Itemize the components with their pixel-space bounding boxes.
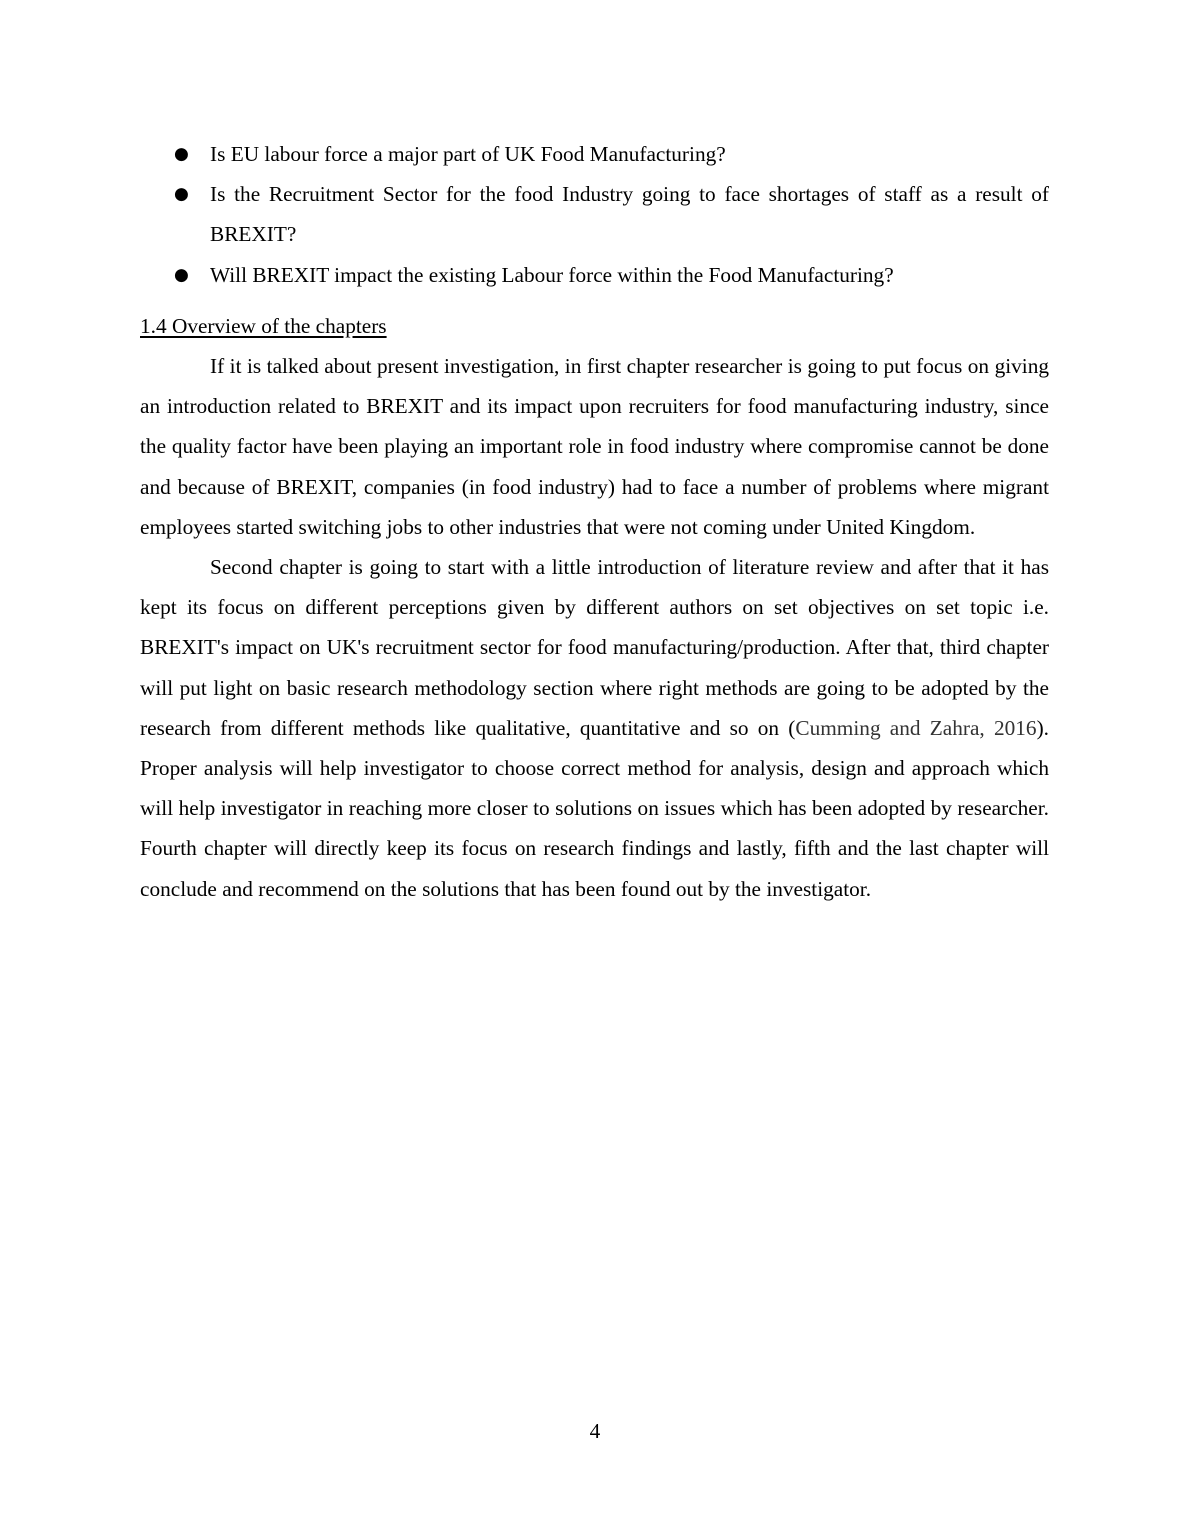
question-text: Is EU labour force a major part of UK Food Manufacturing? <box>210 142 726 166</box>
page-number: 4 <box>589 1419 601 1443</box>
paragraph-chapters-two-to-five <box>140 547 1049 909</box>
paragraph-text: Second chapter is going to start with a little introduction of literature review and after that it has kept its focus on different perceptions given by different authors on set objectives on set topic i.e. BREXIT's impact on UK's recruitment sector for food manufacturing/production. After that, third chapter will put light on basic research methodology section where right methods are going to be adopted by the research from different methods like qualitative, quantitative and so on ( <box>140 555 1049 740</box>
bullet-icon: ● <box>174 184 189 205</box>
list-item <box>140 255 1049 295</box>
paragraph-chapter-one: If it is talked about present investigation, in first chapter researcher is going to put focus on giving an introduction related to BREXIT and its impact upon recruiters for food manufacturing industry, since the quality factor have been playing an important role in food industry where compromise cannot be done and because of BREXIT, companies (in food industry) had to face a number of problems where migrant employees started switching jobs to other industries that were not coming under United Kingdom. <box>140 354 1049 539</box>
paragraph-text: ). Proper analysis will help investigator to choose correct method for analysis, design and approach which will help investigator in reaching more closer to solutions on issues which has been adopted by researcher. Fourth chapter will directly keep its focus on research findings and lastly, fifth and the last chapter will conclude and recommend on the solutions that has been found out by the investigator. <box>140 715 1049 901</box>
question-text: Is the Recruitment Sector for the food Industry going to face shortages of staff as a result of BREXIT? <box>210 182 1049 247</box>
page-content <box>140 134 1049 909</box>
bullet-icon: ● <box>174 144 189 164</box>
list-item <box>140 174 1049 254</box>
question-text: Will BREXIT impact the existing Labour force within the Food Manufacturing? <box>210 262 894 287</box>
bullet-icon: ● <box>174 264 189 285</box>
research-questions-list <box>140 134 1049 295</box>
list-item <box>140 134 1049 174</box>
citation: Cumming and Zahra, 2016 <box>795 715 1037 740</box>
section-heading: 1.4 Overview of the chapters <box>140 313 387 338</box>
